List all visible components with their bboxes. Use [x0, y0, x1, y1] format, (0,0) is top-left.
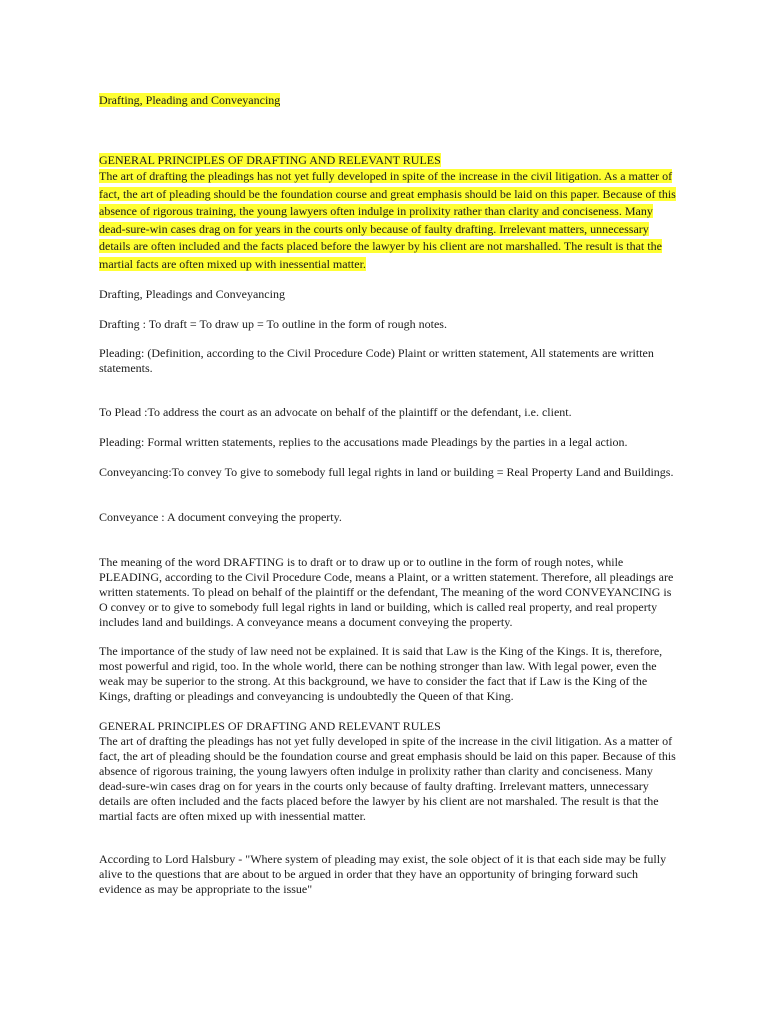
- highlighted-paragraph: [99, 168, 681, 273]
- document-title: [99, 93, 681, 108]
- definition-pleading: Pleading: (Definition, according to the Civil Procedure Code) Plaint or written statement, All statements are written statements.: [99, 346, 654, 375]
- definition-to-plead: To Plead :To address the court as an advocate on behalf of the plaintiff or the defendant, i.e. client.: [99, 405, 572, 419]
- subtitle: Drafting, Pleadings and Conveyancing: [99, 287, 285, 301]
- meaning-paragraph: The meaning of the word DRAFTING is to draft or to draw up or to outline in the form of rough notes, while PLEADING, according to the Civil Procedure Code, means a Plaint, or a written statement. Therefore, all pleadings are written statements. To plead on behalf of the plaintiff or the defendant, The meaning of the word CONVEYANCING is O convey or to give to somebody full legal rights in land or building, which is called real property, and real property includes land and buildings. A conveyance means a document conveying the property.: [99, 555, 674, 629]
- section-heading: GENERAL PRINCIPLES OF DRAFTING AND RELEVANT RULES: [99, 719, 441, 733]
- section-body: The art of drafting the pleadings has not yet fully developed in spite of the increase in the civil litigation. As a matter of fact, the art of pleading should be the foundation course and great emphasis should be laid on this paper. Because of this absence of rigorous training, the young lawyers often indulge in prolixity rather than clarity and conciseness. Many dead-sure-win cases drag on for years in the courts only because of faulty drafting. Irrelevant matters, unnecessary details are often included and the facts placed before the lawyer by his client are not marshaled. The result is that the martial facts are often mixed up with inessential matter.: [99, 734, 676, 823]
- highlighted-paragraph-text: The art of drafting the pleadings has not yet fully developed in spite of the increase in the civil litigation. As a matter of fact, the art of pleading should be the foundation course and great emphasis should be laid on this paper. Because of this absence of rigorous training, the young lawyers often indulge in prolixity rather than clarity and conciseness. Many dead-sure-win cases drag on for years in the courts only because of faulty drafting. Irrelevant matters, unnecessary details are often included and the facts placed before the lawyer by his client are not marshalled. The result is that the martial facts are often mixed up with inessential matter.: [99, 169, 676, 271]
- highlighted-heading-text: GENERAL PRINCIPLES OF DRAFTING AND RELEVANT RULES: [99, 153, 441, 167]
- definition-conveyancing: Conveyancing:To convey To give to somebody full legal rights in land or building = Real Property Land and Buildings.: [99, 465, 674, 479]
- definition-pleading-formal: Pleading: Formal written statements, replies to the accusations made Pleadings by the parties in a legal action.: [99, 435, 628, 449]
- definition-conveyance: Conveyance : A document conveying the property.: [99, 510, 342, 524]
- halsbury-quote-paragraph: According to Lord Halsbury - "Where system of pleading may exist, the sole object of it is that each side may be fully alive to the questions that are about to be argued in order that they have an opportunity of bringing forward such evidence as may be appropriate to the issue": [99, 852, 667, 896]
- importance-paragraph: The importance of the study of law need not be explained. It is said that Law is the King of the Kings. It is, therefore, most powerful and rigid, too. In the whole world, there can be nothing stronger than law. With legal power, even the weak may be superior to the strong. At this background, we have to consider the fact that if Law is the King of the Kings, drafting or pleadings and conveyancing is undoubtedly the Queen of that King.: [99, 644, 663, 703]
- document-title-text: Drafting, Pleading and Conveyancing: [99, 93, 281, 107]
- highlighted-heading: [99, 153, 681, 168]
- definition-drafting: Drafting : To draft = To draw up = To outline in the form of rough notes.: [99, 317, 447, 331]
